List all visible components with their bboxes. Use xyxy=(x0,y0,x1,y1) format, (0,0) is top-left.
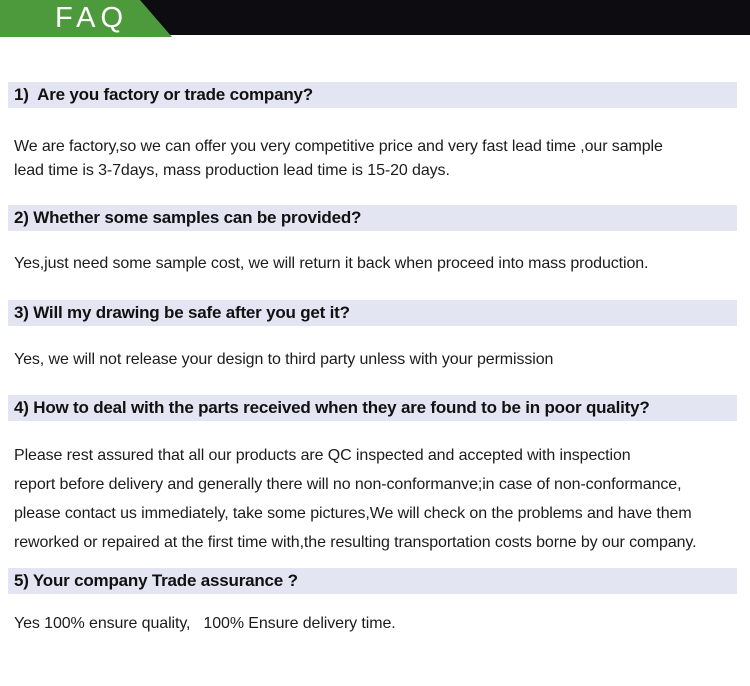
faq-answer-3 xyxy=(0,348,750,372)
faq-question-bar-2: 2) Whether some samples can be provided? xyxy=(8,205,737,231)
faq-answer-2 xyxy=(0,252,750,276)
faq-answer-line: Please rest assured that all our products are QC inspected and accepted with inspection xyxy=(14,447,631,464)
faq-answer-line: please contact us immediately, take some pictures,We will check on the problems and have them xyxy=(14,505,692,522)
faq-answer-line: We are factory,so we can offer you very competitive price and very fast lead time ,our sample xyxy=(14,138,663,155)
faq-question-bar-3: 3) Will my drawing be safe after you get it? xyxy=(8,300,737,326)
faq-answer-1 xyxy=(0,135,750,183)
faq-question-bar-1: 1) Are you factory or trade company? xyxy=(8,82,737,108)
faq-question-bar-4: 4) How to deal with the parts received when they are found to be in poor quality? xyxy=(8,395,737,421)
faq-answer-line: reworked or repaired at the first time with,the resulting transportation costs borne by our company. xyxy=(14,534,697,551)
faq-content xyxy=(0,82,750,636)
faq-answer-line: lead time is 3-7days, mass production lead time is 15-20 days. xyxy=(14,162,450,179)
faq-answer-5 xyxy=(0,612,750,636)
faq-answer-line: report before delivery and generally there will no non-conformanve;in case of non-conformance, xyxy=(14,476,682,493)
faq-answer-line: Yes, we will not release your design to third party unless with your permission xyxy=(14,351,554,368)
faq-question-bar-5: 5) Your company Trade assurance ? xyxy=(8,568,737,594)
faq-answer-line: Yes,just need some sample cost, we will return it back when proceed into mass production. xyxy=(14,255,649,272)
page-header xyxy=(0,0,750,37)
page-title: FAQ xyxy=(55,2,129,34)
faq-answer-4 xyxy=(0,441,750,557)
faq-answer-line: Yes 100% ensure quality, 100% Ensure delivery time. xyxy=(14,615,396,632)
